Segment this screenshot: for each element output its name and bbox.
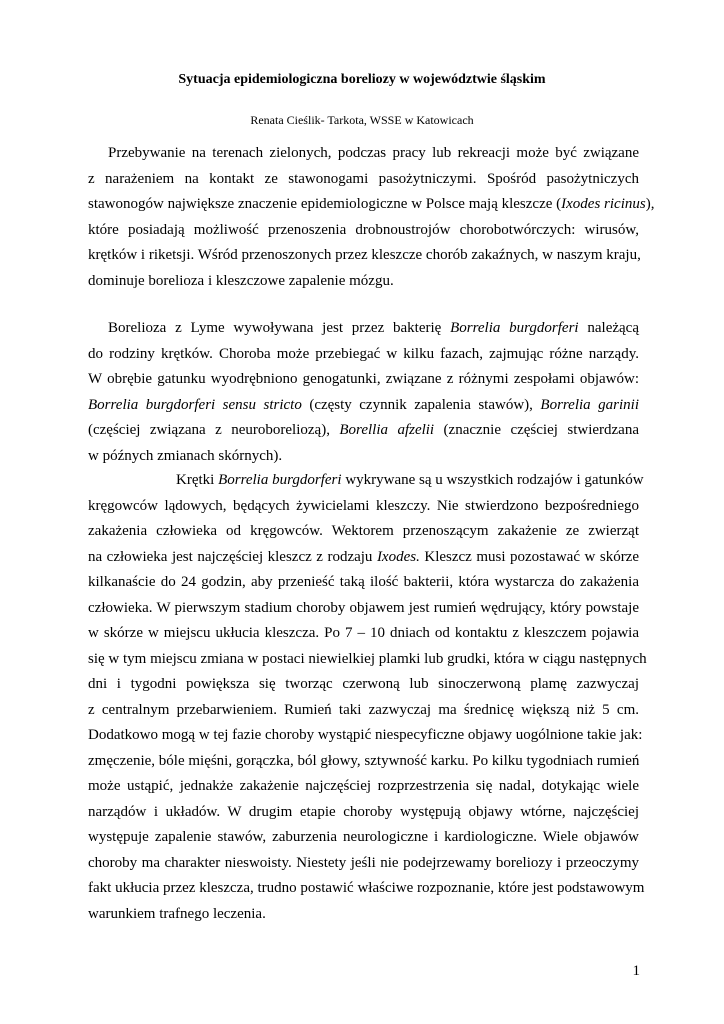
- text-line: w późnych zmianach skórnych).: [88, 447, 283, 464]
- text-run: ),: [645, 196, 655, 212]
- document-author: Renata Cieślik- Tarkota, WSSE w Katowicach: [250, 113, 474, 127]
- text-line: [88, 468, 644, 494]
- paragraph-lyme: [88, 316, 639, 469]
- text-line: z centralnym przebarwieniem. Rumień taki zazwyczaj ma średnicę większą niż 5 cm.: [88, 701, 639, 718]
- text-run: (znacznie częściej stwierdzana: [434, 422, 639, 438]
- species-name: Borrelia burgdorferi: [450, 320, 579, 336]
- text-line: [88, 545, 639, 571]
- text-line: zmęczenie, bóle mięśni, gorączka, ból głowy, sztywność karku. Po kilku tygodniach rumień: [88, 752, 640, 769]
- species-name: Ixodes.: [376, 548, 420, 565]
- text-line: z narażeniem na kontakt ze stawonogami pasożytniczymi. Spośród pasożytniczych: [88, 170, 639, 187]
- text-line: Przebywanie na terenach zielonych, podczas pracy lub rekreacji może być związane: [108, 145, 639, 161]
- text-line: w skórze w miejscu ukłucia kleszcza. Po 7 – 10 dniach od kontaktu z kleszczem pojawia: [88, 625, 639, 641]
- text-run: Borelioza z Lyme wywoływana jest przez bakterię: [108, 320, 451, 336]
- text-line: choroby ma charakter nieswoisty. Niestety jeśli nie podejrzewamy boreliozy i przeoczymy: [88, 854, 639, 871]
- species-name: Borrelia garinii: [540, 396, 640, 413]
- text-line: krętków i riketsji. Wśród przenoszonych przez kleszcze chorób zakaźnych, w naszym kraju,: [88, 247, 641, 263]
- text-run: na człowieka jest najczęściej kleszcz z rodzaju: [88, 548, 377, 565]
- paragraph-intro: [88, 141, 655, 294]
- text-line: występuje zapalenie stawów, zaburzenia neurologiczne i kardiologiczne. Wiele objawów: [88, 829, 639, 845]
- text-line: Dodatkowo mogą w tej fazie choroby wystąpić niespecyficzne objawy uogólnione takie jak:: [88, 727, 643, 743]
- text-line: kręgowców lądowych, będących żywicielami kleszczy. Nie stwierdzono bezpośredniego: [88, 497, 639, 514]
- text-run: Krętki: [176, 472, 219, 488]
- text-line: człowieka. W pierwszym stadium choroby objawem jest rumień wędrujący, który powstaje: [88, 599, 639, 616]
- text-line: które posiadają możliwość przenoszenia drobnoustrojów chorobotwórczych: wirusów,: [88, 221, 639, 238]
- species-name: Ixodes ricinus: [561, 196, 646, 212]
- page-number: 1: [632, 963, 640, 979]
- text-run: Kleszcz musi pozostawać w skórze: [419, 548, 639, 565]
- text-line: do rodziny krętków. Choroba może przebiegać w kilku fazach, zajmując różne narządy.: [88, 345, 639, 362]
- text-line: [88, 192, 655, 218]
- text-line: zakażenia człowieka od kręgowców. Wektorem przenoszącym zakażenie ze zwierząt: [88, 523, 639, 539]
- text-line: kilkanaście do 24 godzin, aby przenieść taką ilość bakterii, która wystarcza do zakażenia: [88, 574, 639, 590]
- text-run: wykrywane są u wszystkich rodzajów i gatunków: [341, 472, 644, 488]
- species-name: Borrelia burgdorferi: [218, 472, 342, 488]
- text-run: należącą: [578, 320, 639, 336]
- text-run: (częsty czynnik zapalenia stawów),: [301, 396, 541, 413]
- text-line: fakt ukłucia przez kleszcza, trudno postawić właściwe rozpoznanie, które jest podstawowym: [88, 880, 645, 896]
- text-line: dominuje borelioza i kleszczowe zapalenie mózgu.: [88, 272, 394, 289]
- text-line: [88, 418, 639, 444]
- text-line: [88, 393, 639, 419]
- document-title: Sytuacja epidemiologiczna boreliozy w województwie śląskim: [178, 72, 546, 87]
- text-line: się w tym miejscu zmiana w postaci niewielkiej plamki lub grudki, która w ciągu następnych: [88, 650, 647, 667]
- text-line: może ustąpić, jednakże zakażenie najczęściej rozprzestrzenia się nadal, dotykając wiele: [88, 778, 639, 794]
- species-name: Borellia afzelii: [339, 422, 435, 438]
- text-line: [88, 316, 639, 342]
- species-name: Borrelia burgdorferi sensu stricto: [88, 396, 302, 413]
- text-run: (częściej związana z neuroboreliozą),: [88, 422, 340, 438]
- paragraph-spirochetes: [88, 468, 647, 927]
- text-line: narządów i układów. W drugim etapie choroby występują objawy wtórne, najczęściej: [88, 803, 639, 820]
- text-line: dni i tygodni powiększa się tworząc czerwoną lub sinoczerwoną plamę zazwyczaj: [88, 676, 639, 692]
- text-line: warunkiem trafnego leczenia.: [88, 905, 266, 922]
- text-run: stawonogów największe znaczenie epidemiologiczne w Polsce mają kleszcze (: [88, 196, 562, 212]
- text-line: W obrębie gatunku wyodrębniono genogatunki, związane z różnymi zespołami objawów:: [88, 371, 639, 387]
